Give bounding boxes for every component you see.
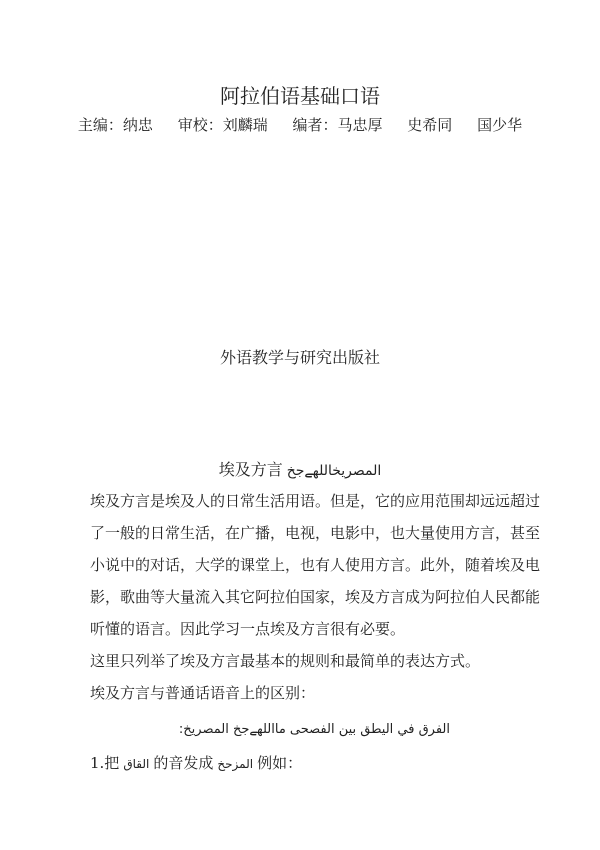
credit-reviewer: 审校：刘麟瑞 <box>177 116 268 134</box>
example-arabic-1: القاق <box>123 757 150 771</box>
credit-editor-in-chief: 主编：纳忠 <box>77 116 153 134</box>
section-title <box>0 457 600 480</box>
example-rule-1 <box>90 741 552 773</box>
paragraph-scope: 这里只列举了埃及方言最基本的规则和最简单的表达方式。 <box>90 652 481 670</box>
example-middle: 的音发成 <box>153 754 214 772</box>
section-title-ar: المصريخاللهےجخ <box>286 463 382 479</box>
credit-editor-2: 史希同 <box>407 116 453 134</box>
example-prefix: 1.把 <box>90 754 120 772</box>
section-title-cn: 埃及方言 <box>218 460 283 479</box>
example-suffix: 例如： <box>257 754 303 772</box>
credits-line <box>0 114 600 135</box>
example-arabic-2: المزحخ <box>217 757 254 771</box>
paragraph-intro: 埃及方言是埃及人的日常生活用语。但是，它的应用范围却远远超过了一般的日常生活，在广播，电视，电影中，也大量使用方言，甚至小说中的对话，大学的课堂上，也有人使用方言。此外，随着埃及电影，歌曲等大量流入其它阿拉伯国家，埃及方言成为阿拉伯人民都能听懂的语言。因此学习一点埃及方言很有必要。 <box>90 492 541 638</box>
body-text <box>90 485 552 773</box>
credit-editor-3: 国少华 <box>477 116 523 134</box>
publisher: 外语教学与研究出版社 <box>219 348 380 367</box>
paragraph-difference: 埃及方言与普通话语音上的区别： <box>90 684 316 702</box>
document-title: 阿拉伯语基础口语 <box>220 84 380 108</box>
credit-editor-1: 编者：马忠厚 <box>292 116 383 134</box>
arabic-heading: الفرق في اليطق بين الفصحى مااللهےجخ المصريخ: <box>178 722 450 737</box>
